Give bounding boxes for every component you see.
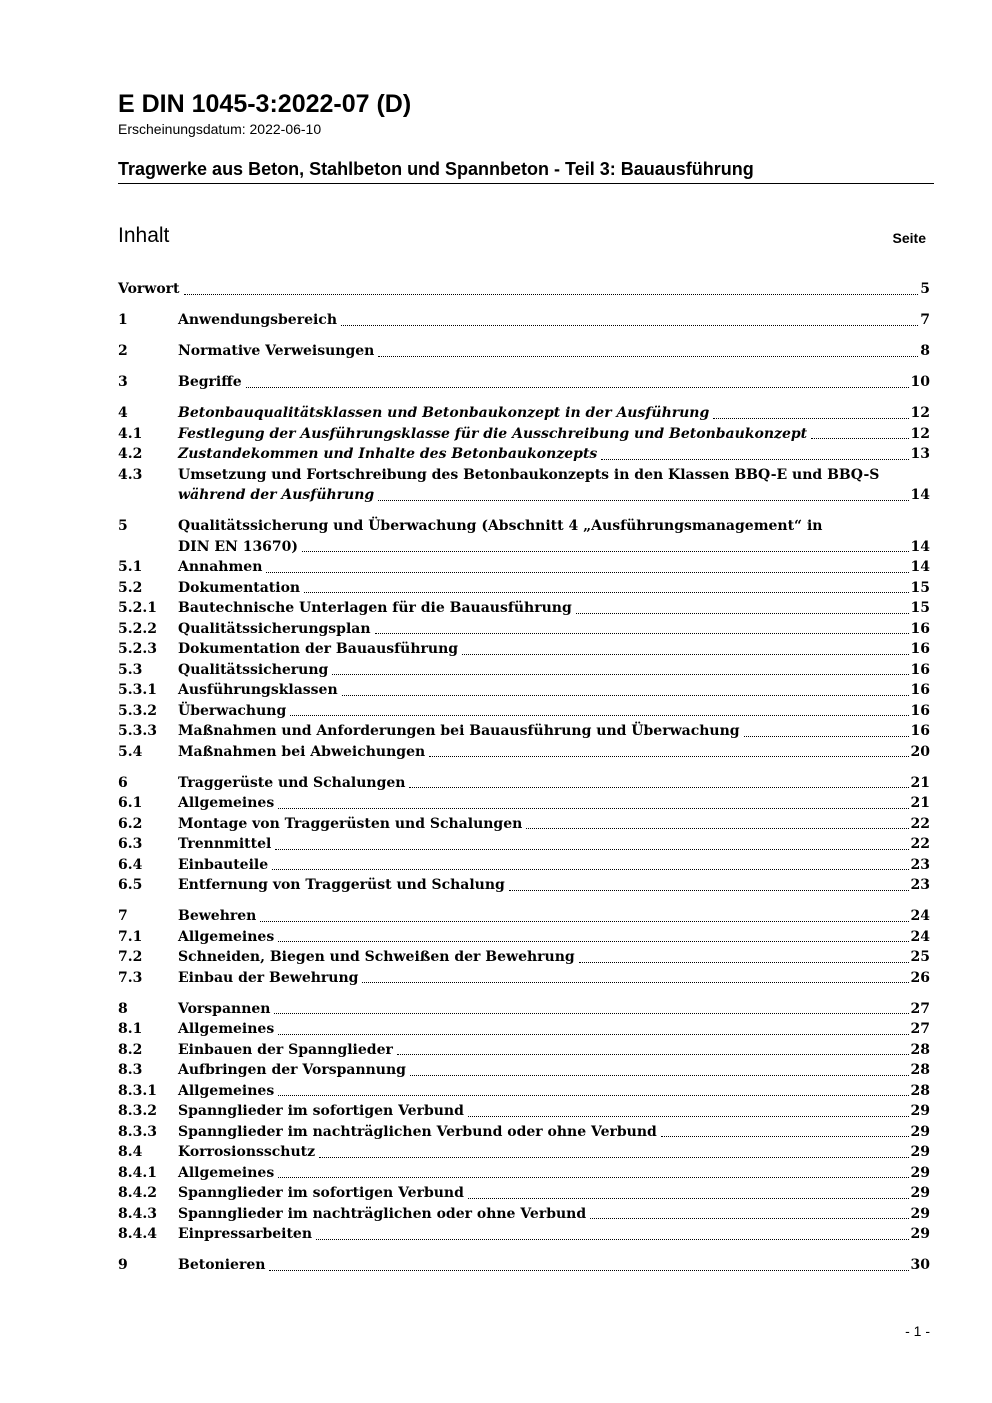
toc-entry-title: Bewehren	[178, 908, 257, 924]
toc-entry-page: 14	[910, 538, 930, 555]
toc-entry-page: 13	[910, 446, 930, 462]
dot-leader	[410, 1075, 909, 1076]
toc-entry-page: 28	[910, 1062, 930, 1078]
dot-leader	[362, 982, 908, 983]
dot-leader	[274, 1013, 908, 1014]
toc-entry-page: 20	[910, 743, 930, 760]
toc-entry[interactable]	[118, 1101, 930, 1122]
toc-entry-title: Vorwort	[118, 281, 180, 297]
toc-entry[interactable]	[118, 516, 930, 557]
toc-entry-number: 6.3	[118, 836, 143, 852]
dot-leader	[302, 551, 908, 552]
dot-leader	[713, 418, 908, 419]
toc-entry[interactable]	[118, 1040, 930, 1061]
toc-entry[interactable]	[118, 742, 930, 763]
toc-entry-page: 26	[910, 969, 930, 986]
toc-entry-number: 7	[118, 908, 128, 924]
toc-heading: Inhalt	[118, 224, 170, 247]
toc-entry-title: Überwachung	[178, 702, 287, 719]
dot-leader	[378, 356, 918, 357]
toc-entry-page: 14	[910, 559, 930, 575]
toc-entry-title: Traggerüste und Schalungen	[178, 774, 406, 791]
toc-entry[interactable]	[118, 947, 930, 968]
toc-entry[interactable]	[118, 639, 930, 660]
toc-entry[interactable]	[118, 1183, 930, 1204]
toc-entry-number: 8	[118, 1000, 128, 1017]
toc-entry[interactable]	[118, 372, 930, 393]
toc-entry[interactable]	[118, 619, 930, 640]
toc-entry[interactable]	[118, 814, 930, 835]
toc-entry-number: 8.4.1	[118, 1164, 157, 1181]
toc-entry-title: Normative Verweisungen	[178, 343, 375, 359]
toc-entry-title: Dokumentation	[178, 579, 301, 596]
toc-entry-page: 29	[910, 1226, 930, 1242]
toc-entry[interactable]	[118, 557, 930, 578]
dot-leader	[332, 674, 908, 675]
toc-entry-page: 28	[910, 1082, 930, 1099]
table-of-contents	[118, 279, 930, 1276]
toc-entry-page: 22	[910, 836, 930, 852]
toc-entry-title: Spannglieder im nachträglichen Verbund oder ohne Verbund	[178, 1123, 657, 1140]
toc-entry-page: 29	[910, 1123, 930, 1140]
toc-entry-title: Vorspannen	[178, 1000, 271, 1017]
toc-entry-page: 30	[910, 1257, 930, 1273]
toc-entry-number: 5.2.3	[118, 641, 157, 657]
dot-leader	[811, 438, 908, 439]
toc-entry-number: 5	[118, 518, 128, 534]
toc-entry-page: 25	[910, 949, 930, 965]
dot-leader	[409, 787, 908, 788]
toc-entry-title: Einbauteile	[178, 856, 269, 873]
toc-entry[interactable]	[118, 855, 930, 876]
toc-entry-number: 8.3.2	[118, 1103, 157, 1119]
toc-entry-title: Einbau der Bewehrung	[178, 969, 359, 986]
toc-entry-title: Maßnahmen bei Abweichungen	[178, 743, 426, 760]
toc-entry-page: 15	[910, 600, 930, 616]
toc-entry[interactable]	[118, 578, 930, 599]
toc-entry-page: 16	[910, 641, 930, 657]
toc-entry[interactable]	[118, 1142, 930, 1163]
toc-entry[interactable]	[118, 875, 930, 896]
toc-entry[interactable]	[118, 721, 930, 742]
toc-entry-page: 23	[910, 877, 930, 893]
toc-entry[interactable]	[118, 1224, 930, 1245]
dot-leader	[744, 736, 909, 737]
toc-entry[interactable]	[118, 834, 930, 855]
toc-entry-number: 4.1	[118, 425, 143, 442]
toc-entry-page: 29	[910, 1144, 930, 1160]
toc-entry-page: 29	[910, 1205, 930, 1222]
toc-entry-title: DIN EN 13670)	[178, 538, 299, 555]
footer-page-number: - 1 -	[905, 1323, 930, 1339]
toc-entry-page: 29	[910, 1164, 930, 1181]
toc-entry-number: 7.3	[118, 969, 143, 986]
document-title: Tragwerke aus Beton, Stahlbeton und Spannbeton - Teil 3: Bauausführung	[118, 157, 934, 184]
dot-leader	[278, 941, 908, 942]
toc-entry-number: 8.4.3	[118, 1205, 157, 1222]
toc-entry-title: Betonieren	[178, 1257, 266, 1273]
toc-entry-number: 5.3	[118, 661, 143, 678]
toc-entry[interactable]	[118, 598, 930, 619]
dot-leader	[576, 613, 909, 614]
toc-entry-page: 14	[910, 487, 930, 503]
toc-entry-title: Allgemeines	[178, 928, 275, 945]
toc-entry-title: Montage von Traggerüsten und Schalungen	[178, 815, 523, 832]
toc-entry[interactable]	[118, 660, 930, 681]
toc-entry-page: 12	[910, 425, 930, 442]
toc-entry-number: 7.1	[118, 928, 143, 945]
toc-entry-number: 6.5	[118, 877, 143, 893]
toc-entry-number: 5.2.1	[118, 600, 157, 616]
toc-entry-number: 5.3.2	[118, 702, 157, 719]
toc-entry-number: 8.4.2	[118, 1185, 157, 1201]
toc-entry[interactable]	[118, 968, 930, 989]
toc-entry[interactable]	[118, 341, 930, 362]
toc-entry-title: Spannglieder im sofortigen Verbund	[178, 1103, 464, 1119]
toc-entry-title: Allgemeines	[178, 1021, 275, 1037]
dot-leader	[278, 808, 908, 809]
toc-entry[interactable]	[118, 999, 930, 1020]
toc-entry-page: 27	[910, 1000, 930, 1017]
dot-leader	[316, 1239, 908, 1240]
toc-entry-title: Qualitätssicherung	[178, 661, 329, 678]
toc-entry[interactable]	[118, 1255, 930, 1276]
toc-page-label: Seite	[892, 230, 926, 246]
document-id: E DIN 1045-3:2022-07 (D)	[118, 90, 412, 118]
toc-entry-number: 8.3.1	[118, 1082, 157, 1099]
toc-entry[interactable]	[118, 424, 930, 445]
toc-entry[interactable]	[118, 927, 930, 948]
toc-entry-number: 8.2	[118, 1041, 143, 1058]
toc-entry[interactable]	[118, 701, 930, 722]
dot-leader	[429, 756, 908, 757]
dot-leader	[601, 459, 908, 460]
toc-entry-page: 21	[910, 774, 930, 791]
toc-entry-title: Dokumentation der Bauausführung	[178, 641, 459, 657]
toc-entry-number: 5.4	[118, 743, 143, 760]
dot-leader	[661, 1136, 909, 1137]
toc-entry-page: 24	[910, 928, 930, 945]
toc-entry-title: Korrosionsschutz	[178, 1144, 316, 1160]
dot-leader	[526, 828, 908, 829]
dot-leader	[278, 1177, 908, 1178]
toc-entry[interactable]	[118, 1122, 930, 1143]
toc-entry-page: 16	[910, 620, 930, 637]
dot-leader	[468, 1116, 909, 1117]
toc-entry[interactable]	[118, 310, 930, 331]
dot-leader	[462, 654, 908, 655]
toc-entry-title: Aufbringen der Vorspannung	[178, 1062, 406, 1078]
toc-entry-page: 15	[910, 579, 930, 596]
toc-entry[interactable]	[118, 403, 930, 424]
dot-leader	[378, 500, 908, 501]
toc-entry[interactable]	[118, 279, 930, 300]
toc-entry-title: Schneiden, Biegen und Schweißen der Bewehrung	[178, 949, 575, 965]
toc-entry-title: Allgemeines	[178, 795, 275, 811]
toc-entry-page: 23	[910, 856, 930, 873]
toc-entry-page: 27	[910, 1021, 930, 1037]
toc-entry-number: 8.4	[118, 1144, 143, 1160]
dot-leader	[184, 294, 919, 295]
toc-entry-title: Entfernung von Traggerüst und Schalung	[178, 877, 505, 893]
toc-entry[interactable]	[118, 1163, 930, 1184]
dot-leader	[269, 1270, 908, 1271]
toc-entry-title: Umsetzung und Fortschreibung des Betonbaukonzepts in den Klassen BBQ-E und BBQ-S	[178, 466, 880, 483]
toc-entry[interactable]	[118, 680, 930, 701]
toc-entry[interactable]	[118, 793, 930, 814]
toc-entry-title: Einpressarbeiten	[178, 1226, 313, 1242]
toc-entry-page: 21	[910, 795, 930, 811]
dot-leader	[375, 633, 909, 634]
toc-entry-title: Ausführungsklassen	[178, 682, 338, 698]
toc-entry-number: 4	[118, 405, 128, 421]
toc-entry-title: Zustandekommen und Inhalte des Betonbaukonzepts	[178, 446, 598, 462]
toc-entry[interactable]	[118, 1060, 930, 1081]
dot-leader	[397, 1054, 909, 1055]
toc-entry-page: 24	[910, 908, 930, 924]
toc-entry-title: Qualitätssicherungsplan	[178, 620, 371, 637]
toc-entry[interactable]	[118, 906, 930, 927]
dot-leader	[304, 592, 908, 593]
toc-entry-title: Allgemeines	[178, 1082, 275, 1099]
publication-date: Erscheinungsdatum: 2022-06-10	[118, 121, 322, 137]
dot-leader	[260, 921, 908, 922]
dot-leader	[509, 890, 909, 891]
dot-leader	[272, 869, 908, 870]
toc-entry-title: während der Ausführung	[178, 487, 375, 503]
dot-leader	[579, 962, 909, 963]
toc-entry-title: Einbauen der Spannglieder	[178, 1041, 393, 1058]
toc-entry-title: Spannglieder im sofortigen Verbund	[178, 1185, 464, 1201]
dot-leader	[590, 1218, 908, 1219]
toc-entry-page: 28	[910, 1041, 930, 1058]
document-header	[118, 88, 934, 184]
toc-entry-title: Trennmittel	[178, 836, 272, 852]
dot-leader	[246, 387, 909, 388]
toc-entry-title: Allgemeines	[178, 1164, 275, 1181]
toc-entry[interactable]	[118, 773, 930, 794]
dot-leader	[468, 1198, 909, 1199]
toc-entry-title: Qualitätssicherung und Überwachung (Abschnitt 4 „Ausführungsmanagement“ in	[178, 518, 823, 534]
toc-entry-title: Begriffe	[178, 374, 242, 390]
toc-entry-number: 9	[118, 1257, 128, 1273]
toc-entry-page: 29	[910, 1185, 930, 1201]
toc-entry-title: Anwendungsbereich	[178, 312, 337, 328]
toc-entry-title: Betonbauqualitätsklassen und Betonbaukonzept in der Ausführung	[178, 405, 710, 421]
dot-leader	[278, 1095, 908, 1096]
toc-entry-page: 12	[910, 405, 930, 421]
toc-entry[interactable]	[118, 1081, 930, 1102]
toc-entry-title: Festlegung der Ausführungsklasse für die Ausschreibung und Betonbaukonzept	[178, 425, 808, 442]
toc-entry[interactable]	[118, 444, 930, 465]
dot-leader	[342, 695, 909, 696]
toc-entry-page: 10	[910, 374, 930, 390]
toc-header	[118, 224, 926, 254]
toc-entry[interactable]	[118, 1019, 930, 1040]
toc-entry-title: Maßnahmen und Anforderungen bei Bauausführung und Überwachung	[178, 723, 740, 739]
toc-entry-page: 16	[910, 702, 930, 719]
toc-entry-number: 5.3.3	[118, 723, 157, 739]
toc-entry[interactable]	[118, 465, 930, 506]
toc-entry-number: 3	[118, 374, 128, 390]
toc-entry-number: 8.4.4	[118, 1226, 157, 1242]
toc-entry-number: 1	[118, 312, 128, 328]
toc-entry-number: 5.1	[118, 559, 143, 575]
toc-entry-page: 7	[920, 312, 930, 328]
dot-leader	[266, 572, 908, 573]
toc-entry-number: 6.4	[118, 856, 143, 873]
toc-entry-number: 7.2	[118, 949, 143, 965]
toc-entry-number: 8.1	[118, 1021, 143, 1037]
dot-leader	[319, 1157, 908, 1158]
toc-entry-number: 5.2	[118, 579, 143, 596]
toc-entry-number: 6	[118, 774, 128, 791]
toc-entry-title: Bautechnische Unterlagen für die Bauausführung	[178, 600, 572, 616]
toc-entry-page: 16	[910, 723, 930, 739]
toc-entry-number: 5.3.1	[118, 682, 157, 698]
toc-entry-page: 22	[910, 815, 930, 832]
dot-leader	[275, 849, 908, 850]
toc-entry-page: 5	[920, 281, 930, 297]
toc-entry-number: 6.2	[118, 815, 143, 832]
dot-leader	[278, 1034, 908, 1035]
toc-entry-number: 8.3.3	[118, 1123, 157, 1140]
toc-entry-number: 4.2	[118, 446, 143, 462]
toc-entry-number: 6.1	[118, 795, 143, 811]
toc-entry-number: 5.2.2	[118, 620, 157, 637]
toc-entry-page: 8	[920, 343, 930, 359]
toc-entry-title: Spannglieder im nachträglichen oder ohne Verbund	[178, 1205, 587, 1222]
dot-leader	[341, 325, 918, 326]
toc-entry-page: 29	[910, 1103, 930, 1119]
dot-leader	[290, 715, 908, 716]
toc-entry-page: 16	[910, 682, 930, 698]
toc-entry-number: 4.3	[118, 466, 143, 483]
toc-entry-title: Annahmen	[178, 559, 263, 575]
toc-entry-number: 2	[118, 343, 128, 359]
toc-entry-page: 16	[910, 661, 930, 678]
toc-entry-number: 8.3	[118, 1062, 143, 1078]
toc-entry[interactable]	[118, 1204, 930, 1225]
